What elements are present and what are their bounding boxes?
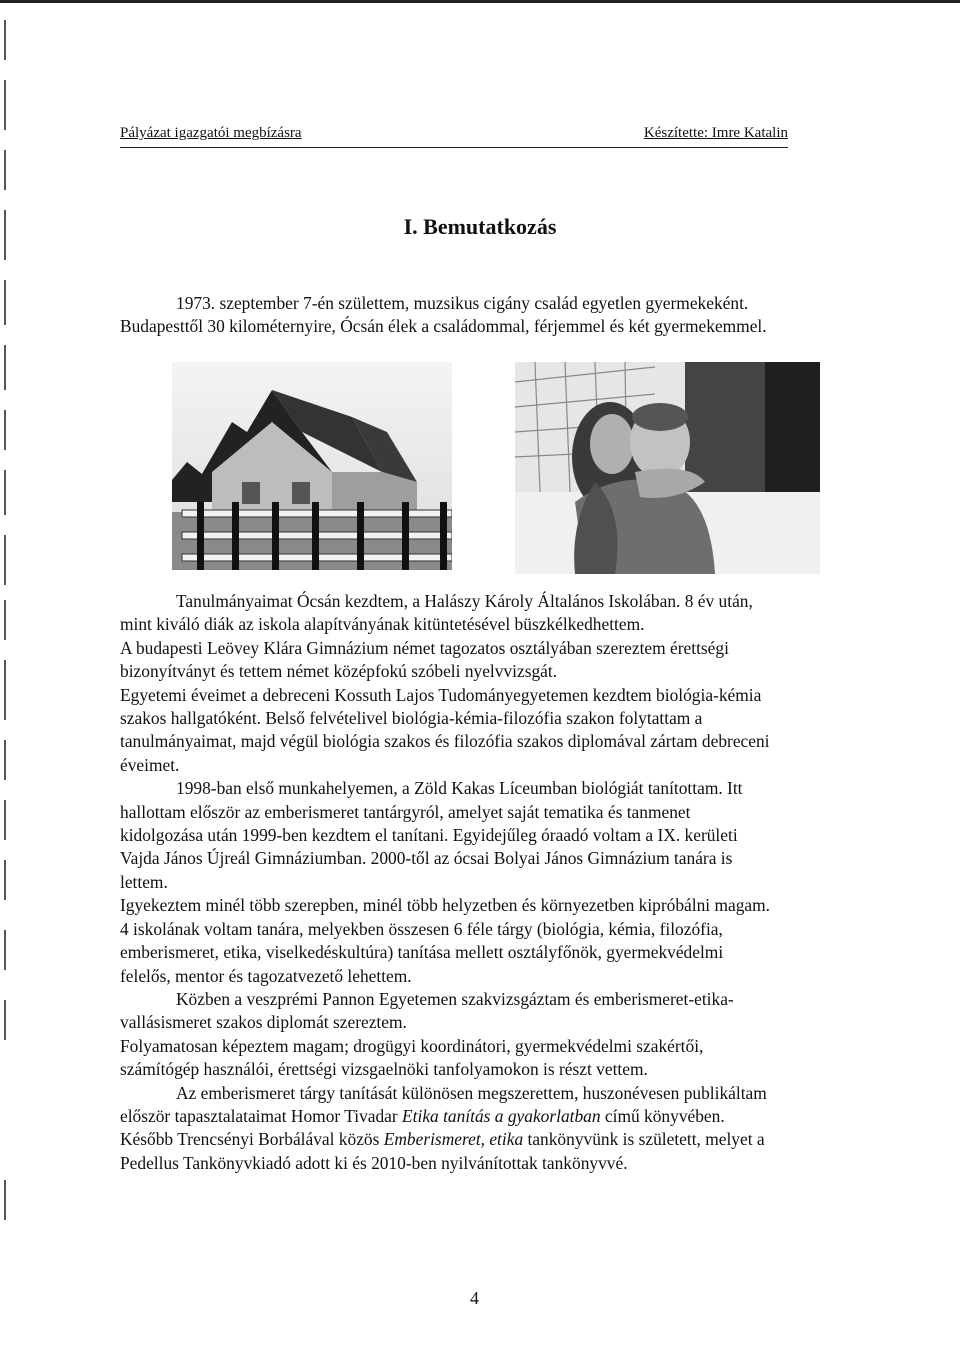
text-line: hallottam először az emberismeret tantárgyról, amelyet saját tematika és tanmenet <box>120 801 691 822</box>
text-line: A budapesti Leövey Klára Gimnázium német tagozatos osztályában szereztem érettségi <box>120 637 729 658</box>
text-span: először tapasztalataimat Homor Tivadar <box>120 1105 403 1126</box>
scan-edge-mark <box>4 660 6 720</box>
text-line: lettem. <box>120 871 168 892</box>
scan-edge-mark <box>4 860 6 900</box>
scan-edge-mark <box>4 600 6 640</box>
scan-edge-mark <box>4 535 6 585</box>
text-line: Az emberismeret tárgy tanítását különösen megszerettem, huszonévesen publikáltam <box>176 1082 767 1103</box>
scan-edge-mark <box>4 800 6 840</box>
text-line: éveimet. <box>120 754 180 775</box>
scan-edge-mark <box>4 470 6 515</box>
text-span: című könyvében. <box>600 1105 725 1126</box>
text-line: felelős, mentor és tagozatvezető lehettem. <box>120 965 412 986</box>
text-span: Később Trencsényi Borbálával közös <box>120 1129 384 1150</box>
section-title: I. Bemutatkozás <box>403 214 557 239</box>
scan-edge-line <box>0 0 960 3</box>
scan-edge-mark <box>4 1180 6 1220</box>
header-title: Pályázat igazgatói megbízásra <box>120 125 302 141</box>
text-line <box>120 1128 842 1151</box>
scan-edge-mark <box>4 80 6 130</box>
text-line: 1998-ban első munkahelyemen, a Zöld Kakas Líceumban biológiát tanítottam. Itt <box>176 778 743 799</box>
book-title: Emberismeret, etika <box>383 1129 524 1150</box>
text-line: vallásismeret szakos diplomát szereztem. <box>120 1012 407 1033</box>
book-title: Etika tanítás a gyakorlatban <box>402 1105 601 1126</box>
text-line: Igyekeztem minél több szerepben, minél több helyzetben és környezetben kipróbálni magam. <box>120 895 770 916</box>
scan-edge-mark <box>4 930 6 970</box>
intro-line: Budapesttől 30 kilométernyire, Ócsán élek a családommal, férjemmel és két gyermekemmel. <box>120 316 767 337</box>
text-line: szakos hallgatóként. Belső felvételivel biológia-kémia-filozófia szakon folytattam a <box>120 708 703 729</box>
text-span: tankönyvünk is született, melyet a <box>523 1129 765 1150</box>
scan-edge-mark <box>4 345 6 390</box>
text-line: számítógép használói, érettségi vizsgaelnöki tanfolyamokon is részt vettem. <box>120 1059 648 1080</box>
text-line: Közben a veszprémi Pannon Egyetemen szakvizsgáztam és emberismeret-etika- <box>176 988 734 1009</box>
text-line: Folyamatosan képeztem magam; drogügyi koordinátori, gyermekvédelmi szakértői, <box>120 1035 704 1056</box>
text-line <box>120 1105 842 1128</box>
text-line: kidolgozása után 1999-ben kezdtem el tanítani. Egyidejűleg óraadó voltam a IX. kerületi <box>120 825 738 846</box>
scan-edge-mark <box>4 280 6 325</box>
text-line: Pedellus Tankönyvkiadó adott ki és 2010-ben nyilvánítottak tankönyvvé. <box>120 1152 628 1173</box>
page-number: 4 <box>470 1288 479 1308</box>
header-author: Készítette: Imre Katalin <box>643 125 788 141</box>
scan-edge-mark <box>4 740 6 780</box>
scan-edge-mark <box>4 150 6 190</box>
text-line: bizonyítványt és tettem német középfokú szóbeli nyelvvizsgát. <box>120 661 558 682</box>
page-header <box>120 125 788 148</box>
scan-edge-mark <box>4 410 6 450</box>
scan-edge-mark <box>4 1000 6 1040</box>
body-text <box>120 590 842 1175</box>
text-line: 4 iskolának voltam tanára, melyekben összesen 6 féle tárgy (biológia, kémia, filozófia, <box>120 918 723 939</box>
house-photo <box>172 362 452 570</box>
text-line: mint kiváló diák az iskola alapítványának kitüntetésével büszkélkedhettem. <box>120 614 645 635</box>
intro-line: 1973. szeptember 7-én születtem, muzsikus cigány család egyetlen gyermekeként. <box>176 293 749 313</box>
intro-paragraph <box>120 292 842 339</box>
children-photo <box>515 362 820 574</box>
text-line: tanulmányaimat, majd végül biológia szakos és filozófia szakos diplomával zártam debreceni <box>120 731 770 752</box>
text-line: Tanulmányaimat Ócsán kezdtem, a Halászy Károly Általános Iskolában. 8 év után, <box>176 591 753 611</box>
text-line: Vajda János Újreál Gimnáziumban. 2000-től az ócsai Bolyai János Gimnázium tanára is <box>120 848 733 869</box>
text-line: emberismeret, etika, viselkedéskultúra) tanítása mellett osztályfőnök, gyermekvédelmi <box>120 942 724 963</box>
scan-edge-mark <box>4 20 6 60</box>
text-line: Egyetemi éveimet a debreceni Kossuth Lajos Tudományegyetemen kezdtem biológia-kémia <box>120 684 762 705</box>
